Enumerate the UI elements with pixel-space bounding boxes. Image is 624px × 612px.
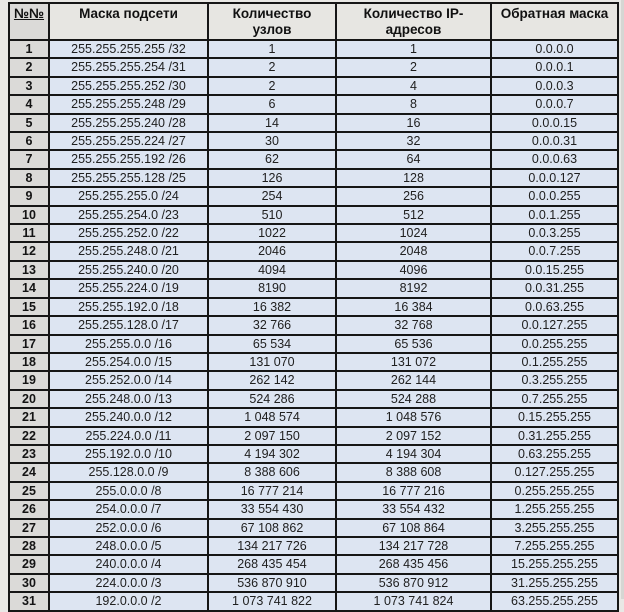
col-header-number xyxy=(9,3,49,40)
wildcard-mask-cell: 0.0.0.15 xyxy=(491,114,618,132)
wildcard-mask-cell: 0.0.0.127 xyxy=(491,169,618,187)
host-count-cell: 4094 xyxy=(208,261,336,279)
table-row xyxy=(9,242,618,260)
host-count-cell: 67 108 862 xyxy=(208,519,336,537)
host-count-cell: 8 388 606 xyxy=(208,463,336,481)
table-body xyxy=(9,40,618,611)
row-number-cell: 6 xyxy=(9,132,49,150)
table-row xyxy=(9,77,618,95)
subnet-table xyxy=(8,2,619,612)
table-row xyxy=(9,169,618,187)
ip-count-cell: 536 870 912 xyxy=(336,574,491,592)
table-row xyxy=(9,537,618,555)
subnet-mask-cell: 255.255.240.0 /20 xyxy=(49,261,208,279)
host-count-cell: 1 073 741 822 xyxy=(208,592,336,610)
row-number-cell: 11 xyxy=(9,224,49,242)
subnet-mask-cell: 224.0.0.0 /3 xyxy=(49,574,208,592)
subnet-mask-cell: 255.0.0.0 /8 xyxy=(49,482,208,500)
ip-count-cell: 1 048 576 xyxy=(336,408,491,426)
wildcard-mask-cell: 0.0.0.0 xyxy=(491,40,618,58)
wildcard-mask-cell: 15.255.255.255 xyxy=(491,555,618,573)
host-count-cell: 33 554 430 xyxy=(208,500,336,518)
table-row xyxy=(9,224,618,242)
subnet-mask-cell: 255.255.255.128 /25 xyxy=(49,169,208,187)
subnet-mask-cell: 255.255.255.192 /26 xyxy=(49,150,208,168)
wildcard-mask-cell: 0.0.63.255 xyxy=(491,298,618,316)
row-number-cell: 25 xyxy=(9,482,49,500)
host-count-cell: 8190 xyxy=(208,279,336,297)
row-number-cell: 16 xyxy=(9,316,49,334)
subnet-mask-cell: 255.255.255.0 /24 xyxy=(49,187,208,205)
ip-count-cell: 524 288 xyxy=(336,390,491,408)
wildcard-mask-cell: 0.0.1.255 xyxy=(491,206,618,224)
subnet-mask-cell: 255.254.0.0 /15 xyxy=(49,353,208,371)
row-number-cell: 26 xyxy=(9,500,49,518)
row-number-cell: 23 xyxy=(9,445,49,463)
ip-count-cell: 2 097 152 xyxy=(336,427,491,445)
table-row xyxy=(9,555,618,573)
host-count-cell: 14 xyxy=(208,114,336,132)
host-count-cell: 510 xyxy=(208,206,336,224)
subnet-mask-cell: 255.248.0.0 /13 xyxy=(49,390,208,408)
subnet-mask-cell: 255.224.0.0 /11 xyxy=(49,427,208,445)
host-count-cell: 1 xyxy=(208,40,336,58)
subnet-mask-cell: 255.255.255.252 /30 xyxy=(49,77,208,95)
row-number-cell: 5 xyxy=(9,114,49,132)
ip-count-cell: 131 072 xyxy=(336,353,491,371)
row-number-cell: 13 xyxy=(9,261,49,279)
wildcard-mask-cell: 0.7.255.255 xyxy=(491,390,618,408)
row-number-cell: 22 xyxy=(9,427,49,445)
table-row xyxy=(9,335,618,353)
wildcard-mask-cell: 0.63.255.255 xyxy=(491,445,618,463)
table-row xyxy=(9,132,618,150)
col-header-host-count: Количество узлов xyxy=(208,3,336,40)
host-count-cell: 2 097 150 xyxy=(208,427,336,445)
ip-count-cell: 64 xyxy=(336,150,491,168)
wildcard-mask-cell: 1.255.255.255 xyxy=(491,500,618,518)
row-number-cell: 27 xyxy=(9,519,49,537)
wildcard-mask-cell: 0.0.0.63 xyxy=(491,150,618,168)
ip-count-cell: 134 217 728 xyxy=(336,537,491,555)
table-row xyxy=(9,150,618,168)
wildcard-mask-cell: 0.0.0.7 xyxy=(491,95,618,113)
wildcard-mask-cell: 0.1.255.255 xyxy=(491,353,618,371)
header-row xyxy=(9,3,618,40)
row-number-cell: 3 xyxy=(9,77,49,95)
wildcard-mask-cell: 0.3.255.255 xyxy=(491,371,618,389)
subnet-mask-cell: 240.0.0.0 /4 xyxy=(49,555,208,573)
ip-count-cell: 4 xyxy=(336,77,491,95)
table-row xyxy=(9,261,618,279)
ip-count-cell: 262 144 xyxy=(336,371,491,389)
row-number-cell: 31 xyxy=(9,592,49,610)
row-number-cell: 14 xyxy=(9,279,49,297)
host-count-cell: 65 534 xyxy=(208,335,336,353)
ip-count-cell: 2 xyxy=(336,58,491,76)
col-header-subnet-mask-label: Маска подсети xyxy=(79,6,178,21)
table-row xyxy=(9,482,618,500)
wildcard-mask-cell: 0.0.0.31 xyxy=(491,132,618,150)
col-header-host-count-label: Количество xyxy=(232,6,312,21)
wildcard-mask-cell: 0.15.255.255 xyxy=(491,408,618,426)
table-row xyxy=(9,500,618,518)
row-number-cell: 10 xyxy=(9,206,49,224)
table-row xyxy=(9,390,618,408)
ip-count-cell: 8 xyxy=(336,95,491,113)
subnet-mask-cell: 255.255.252.0 /22 xyxy=(49,224,208,242)
wildcard-mask-cell: 31.255.255.255 xyxy=(491,574,618,592)
wildcard-mask-cell: 0.0.0.1 xyxy=(491,58,618,76)
row-number-cell: 2 xyxy=(9,58,49,76)
row-number-cell: 28 xyxy=(9,537,49,555)
subnet-mask-cell: 255.255.248.0 /21 xyxy=(49,242,208,260)
table-row xyxy=(9,371,618,389)
host-count-cell: 4 194 302 xyxy=(208,445,336,463)
host-count-cell: 262 142 xyxy=(208,371,336,389)
ip-count-cell: 33 554 432 xyxy=(336,500,491,518)
host-count-cell: 131 070 xyxy=(208,353,336,371)
wildcard-mask-cell: 3.255.255.255 xyxy=(491,519,618,537)
wildcard-mask-cell: 0.0.3.255 xyxy=(491,224,618,242)
subnet-mask-cell: 255.252.0.0 /14 xyxy=(49,371,208,389)
row-number-cell: 9 xyxy=(9,187,49,205)
col-header-ip-count-label: Количество IP- xyxy=(363,6,464,21)
wildcard-mask-cell: 0.0.255.255 xyxy=(491,335,618,353)
host-count-cell: 6 xyxy=(208,95,336,113)
subnet-mask-cell: 255.255.255.224 /27 xyxy=(49,132,208,150)
wildcard-mask-cell: 0.255.255.255 xyxy=(491,482,618,500)
ip-count-cell: 1 073 741 824 xyxy=(336,592,491,610)
table-row xyxy=(9,298,618,316)
host-count-cell: 536 870 910 xyxy=(208,574,336,592)
col-header-ip-count: Количество IP- адресов xyxy=(336,3,491,40)
row-number-cell: 7 xyxy=(9,150,49,168)
row-number-cell: 15 xyxy=(9,298,49,316)
subnet-mask-cell: 255.255.0.0 /16 xyxy=(49,335,208,353)
table-row xyxy=(9,353,618,371)
ip-count-cell: 8192 xyxy=(336,279,491,297)
row-number-cell: 17 xyxy=(9,335,49,353)
table-row xyxy=(9,592,618,610)
row-number-cell: 30 xyxy=(9,574,49,592)
wildcard-mask-cell: 0.0.7.255 xyxy=(491,242,618,260)
host-count-cell: 62 xyxy=(208,150,336,168)
subnet-mask-cell: 254.0.0.0 /7 xyxy=(49,500,208,518)
col-header-subnet-mask xyxy=(49,3,208,40)
ip-count-cell: 128 xyxy=(336,169,491,187)
subnet-mask-cell: 255.255.224.0 /19 xyxy=(49,279,208,297)
host-count-cell: 1022 xyxy=(208,224,336,242)
ip-count-cell: 256 xyxy=(336,187,491,205)
table-row xyxy=(9,316,618,334)
row-number-cell: 21 xyxy=(9,408,49,426)
table-row xyxy=(9,206,618,224)
col-header-wildcard-mask-label: Обратная маска xyxy=(500,6,609,21)
ip-count-cell: 16 xyxy=(336,114,491,132)
subnet-table-container xyxy=(8,2,619,612)
table-header xyxy=(9,3,618,40)
row-number-cell: 4 xyxy=(9,95,49,113)
col-header-number-label: №№ xyxy=(13,6,45,21)
subnet-mask-cell: 255.255.255.255 /32 xyxy=(49,40,208,58)
host-count-cell: 32 766 xyxy=(208,316,336,334)
ip-count-cell: 512 xyxy=(336,206,491,224)
table-row xyxy=(9,40,618,58)
subnet-mask-cell: 192.0.0.0 /2 xyxy=(49,592,208,610)
table-row xyxy=(9,58,618,76)
subnet-mask-cell: 248.0.0.0 /5 xyxy=(49,537,208,555)
host-count-cell: 268 435 454 xyxy=(208,555,336,573)
host-count-cell: 134 217 726 xyxy=(208,537,336,555)
table-row xyxy=(9,463,618,481)
host-count-cell: 2 xyxy=(208,77,336,95)
row-number-cell: 8 xyxy=(9,169,49,187)
wildcard-mask-cell: 0.31.255.255 xyxy=(491,427,618,445)
ip-count-cell: 16 384 xyxy=(336,298,491,316)
subnet-mask-cell: 255.255.255.240 /28 xyxy=(49,114,208,132)
ip-count-cell: 16 777 216 xyxy=(336,482,491,500)
host-count-cell: 16 382 xyxy=(208,298,336,316)
host-count-cell: 2046 xyxy=(208,242,336,260)
ip-count-cell: 8 388 608 xyxy=(336,463,491,481)
subnet-mask-cell: 255.255.254.0 /23 xyxy=(49,206,208,224)
ip-count-cell: 32 768 xyxy=(336,316,491,334)
ip-count-cell: 67 108 864 xyxy=(336,519,491,537)
subnet-mask-cell: 252.0.0.0 /6 xyxy=(49,519,208,537)
wildcard-mask-cell: 0.127.255.255 xyxy=(491,463,618,481)
row-number-cell: 12 xyxy=(9,242,49,260)
table-row xyxy=(9,445,618,463)
subnet-mask-cell: 255.255.255.254 /31 xyxy=(49,58,208,76)
ip-count-cell: 65 536 xyxy=(336,335,491,353)
table-row xyxy=(9,427,618,445)
wildcard-mask-cell: 0.0.15.255 xyxy=(491,261,618,279)
row-number-cell: 18 xyxy=(9,353,49,371)
ip-count-cell: 32 xyxy=(336,132,491,150)
subnet-mask-cell: 255.240.0.0 /12 xyxy=(49,408,208,426)
wildcard-mask-cell: 63.255.255.255 xyxy=(491,592,618,610)
subnet-mask-cell: 255.128.0.0 /9 xyxy=(49,463,208,481)
row-number-cell: 19 xyxy=(9,371,49,389)
table-row xyxy=(9,408,618,426)
ip-count-cell: 1 xyxy=(336,40,491,58)
wildcard-mask-cell: 0.0.127.255 xyxy=(491,316,618,334)
host-count-cell: 126 xyxy=(208,169,336,187)
table-row xyxy=(9,114,618,132)
host-count-cell: 30 xyxy=(208,132,336,150)
subnet-mask-cell: 255.255.128.0 /17 xyxy=(49,316,208,334)
host-count-cell: 254 xyxy=(208,187,336,205)
col-header-wildcard-mask xyxy=(491,3,618,40)
row-number-cell: 20 xyxy=(9,390,49,408)
wildcard-mask-cell: 0.0.0.255 xyxy=(491,187,618,205)
row-number-cell: 29 xyxy=(9,555,49,573)
row-number-cell: 1 xyxy=(9,40,49,58)
ip-count-cell: 268 435 456 xyxy=(336,555,491,573)
table-row xyxy=(9,187,618,205)
ip-count-cell: 4 194 304 xyxy=(336,445,491,463)
subnet-mask-cell: 255.255.192.0 /18 xyxy=(49,298,208,316)
host-count-cell: 524 286 xyxy=(208,390,336,408)
ip-count-cell: 1024 xyxy=(336,224,491,242)
subnet-mask-cell: 255.255.255.248 /29 xyxy=(49,95,208,113)
row-number-cell: 24 xyxy=(9,463,49,481)
table-row xyxy=(9,519,618,537)
host-count-cell: 2 xyxy=(208,58,336,76)
host-count-cell: 1 048 574 xyxy=(208,408,336,426)
wildcard-mask-cell: 0.0.31.255 xyxy=(491,279,618,297)
table-row xyxy=(9,279,618,297)
subnet-mask-cell: 255.192.0.0 /10 xyxy=(49,445,208,463)
wildcard-mask-cell: 0.0.0.3 xyxy=(491,77,618,95)
table-row xyxy=(9,95,618,113)
ip-count-cell: 2048 xyxy=(336,242,491,260)
ip-count-cell: 4096 xyxy=(336,261,491,279)
host-count-cell: 16 777 214 xyxy=(208,482,336,500)
wildcard-mask-cell: 7.255.255.255 xyxy=(491,537,618,555)
table-row xyxy=(9,574,618,592)
